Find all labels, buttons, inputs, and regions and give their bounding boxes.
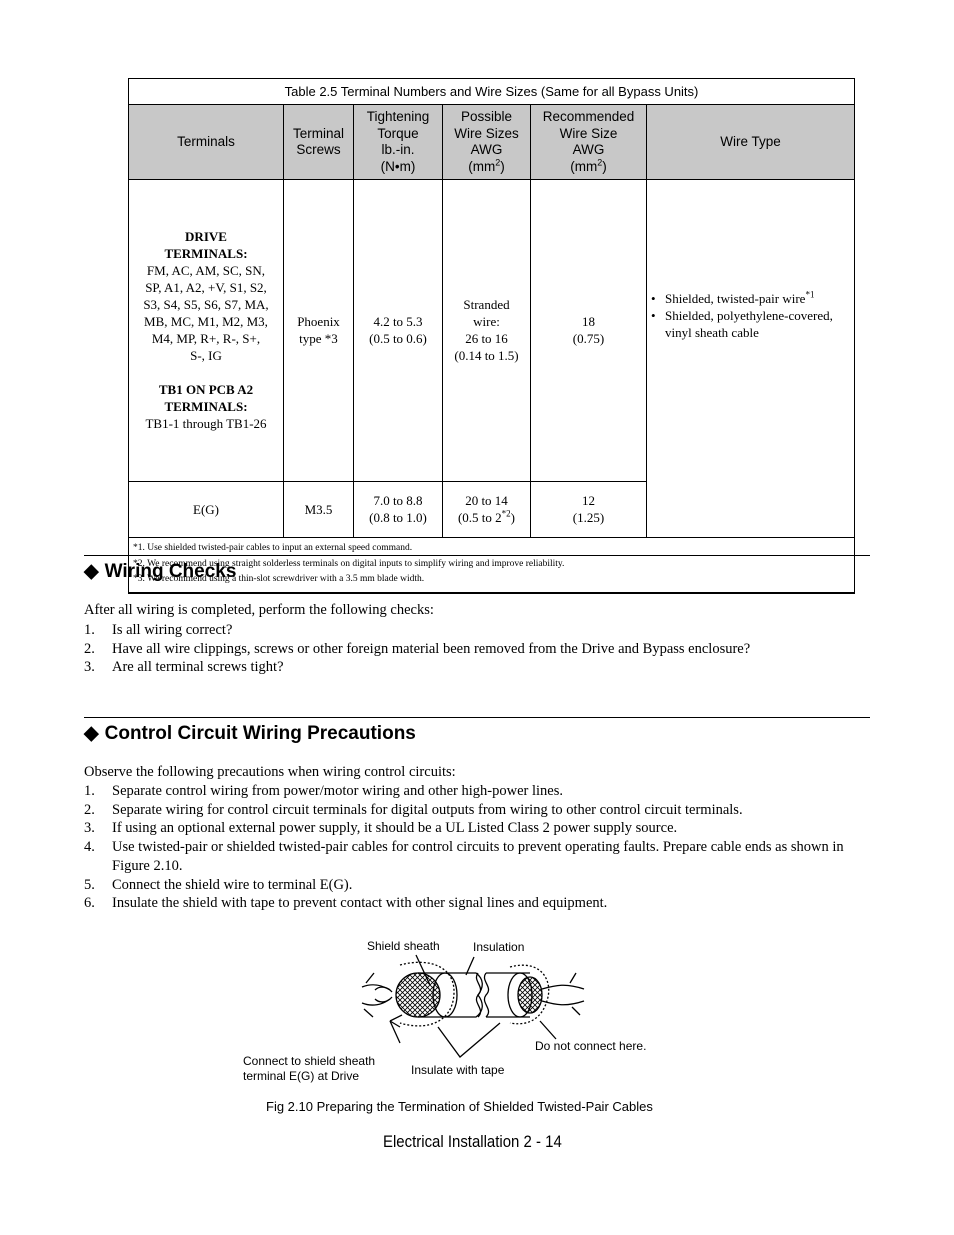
wire-end-right	[542, 985, 584, 1005]
precautions-intro: Observe the following precautions when wiring control circuits:	[84, 764, 456, 780]
table-footnotes	[129, 538, 855, 594]
list-item: 1. Separate control wiring from power/motor wiring and other high-power lines.	[84, 783, 563, 799]
diamond-bullet-icon: ◆	[84, 723, 99, 744]
page-footer: Electrical Installation 2 - 14	[383, 1132, 562, 1151]
header-terminals: Terminals	[129, 105, 284, 180]
footnote: *3. We recommend using a thin-slot screwdriver with a 3.5 mm blade width.	[133, 574, 425, 584]
precautions-heading: ◆ Control Circuit Wiring Precautions	[84, 723, 416, 744]
shielded-cable-figure	[240, 935, 680, 1085]
terminal-wire-size-table	[128, 78, 855, 594]
label-connect-to-shield: Connect to shield sheath terminal E(G) at Drive	[243, 1054, 376, 1083]
label-do-not-connect: Do not connect here.	[535, 1039, 647, 1053]
list-item: 1. Is all wiring correct?	[84, 622, 233, 638]
list-item: 3. Are all terminal screws tight?	[84, 659, 284, 676]
list-item: 2. Have all wire clippings, screws or other foreign material been removed from the Drive and Bypass enclosure?	[84, 640, 751, 657]
header-tightening-torque: Tightening Torque lb.-in. (N•m)	[354, 105, 443, 180]
table-row	[129, 180, 855, 482]
precautions-list	[84, 782, 854, 913]
possible-sizes-cell: Stranded wire: 26 to 16 (0.14 to 1.5)	[443, 180, 531, 482]
eg-recommended-cell: 12 (1.25)	[531, 481, 647, 537]
list-item: 3. If using an optional external power supply, it should be a UL Listed Class 2 power supply source.	[84, 820, 678, 837]
label-insulation: Insulation	[473, 940, 525, 954]
list-item: 2. Separate wiring for control circuit terminals for digital outputs from wiring to other control circuit terminals.	[84, 801, 743, 818]
wiring-checks-list	[84, 621, 854, 677]
screws-cell: Phoenix type *3	[284, 180, 354, 482]
header-recommended-wire-size: Recommended Wire Size AWG $(mm^2)$	[531, 105, 647, 180]
list-item: • Shielded, polyethylene-covered, vinyl sheath cable	[651, 307, 848, 341]
header-possible-wire-sizes: Possible Wire Sizes AWG $(mm^2)$	[443, 105, 531, 180]
footnote: *2. We recommend using straight solderless terminals on digital inputs to simplify wiring and improve reliability.	[133, 558, 565, 569]
wire-type-cell	[647, 180, 855, 538]
recommended-size-cell: 18 (0.75)	[531, 180, 647, 482]
diamond-bullet-icon: ◆	[84, 561, 99, 582]
eg-screws-cell: M3.5	[284, 481, 354, 537]
eg-terminal-cell: E(G)	[129, 481, 284, 537]
wiring-checks-heading: ◆ Wiring Checks	[84, 561, 237, 582]
table-caption: Table 2.5 Terminal Numbers and Wire Sizes (Same for all Bypass Units)	[129, 79, 855, 105]
drive-terminals-cell: DRIVE TERMINALS: FM, AC, AM, SC, SN, SP, A1, A2, +V, S1, S2, S3, S4, S5, S6, S7, MA, MB, MC, M1, M2, M3, M4, MP, R+, R-, S+, S-, IG TB1 ON PCB A2 TERMINALS: TB1-1 through TB1-26	[129, 180, 284, 482]
footnote: *1. Use shielded twisted-pair cables to input an external speed command.	[133, 543, 413, 553]
eg-torque-cell: 7.0 to 8.8 (0.8 to 1.0)	[354, 481, 443, 537]
list-item: • Shielded, twisted-pair wire$^{*1}$	[651, 290, 848, 307]
label-shield-sheath: Shield sheath	[367, 939, 440, 953]
header-wire-type: Wire Type	[647, 105, 855, 180]
torque-cell: 4.2 to 5.3 (0.5 to 0.6)	[354, 180, 443, 482]
shield-mesh-right	[518, 977, 542, 1013]
wiring-checks-intro: After all wiring is completed, perform the following checks:	[84, 602, 434, 618]
section-divider	[84, 555, 870, 556]
list-item: 4. Use twisted-pair or shielded twisted-pair cables for control circuits to prevent operating faults. Prepare cable ends as shown in Figure 2.10.	[84, 839, 844, 874]
eg-possible-cell: 20 to 14 (0.5 to 2$^{*2}$)	[443, 481, 531, 537]
list-item: 5. Connect the shield wire to terminal E(G).	[84, 876, 353, 893]
list-item: 6. Insulate the shield with tape to prevent contact with other signal lines and equipment.	[84, 895, 608, 912]
header-terminal-screws: Terminal Screws	[284, 105, 354, 180]
figure-caption: Fig 2.10 Preparing the Termination of Shielded Twisted-Pair Cables	[266, 1099, 653, 1114]
section-divider	[84, 717, 870, 718]
label-insulate-with-tape: Insulate with tape	[411, 1063, 505, 1077]
